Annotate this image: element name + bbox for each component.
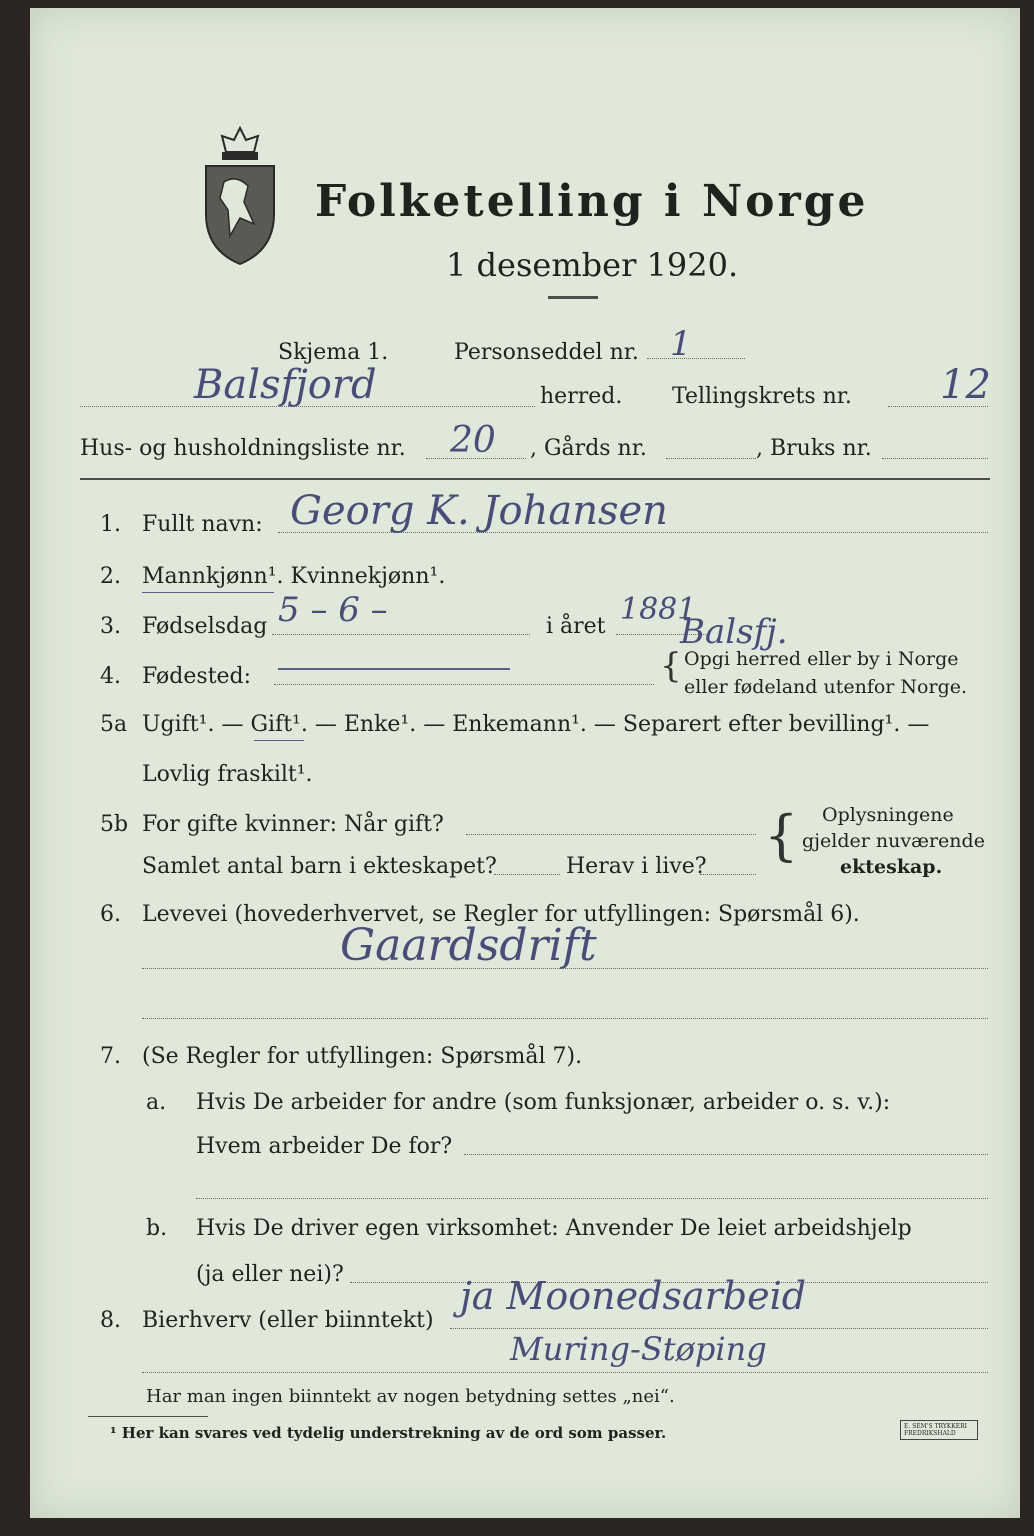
q2-text: Mannkjønn¹. Kvinnekjønn¹. [142,564,446,589]
q4-note-1: Opgi herred eller by i Norge [684,648,959,670]
q4-label: Fødested: [142,664,252,689]
q5b-brace: { [764,804,799,867]
q5b-line-2b: Herav i live? [566,854,707,879]
birthplace-strikeout [278,668,510,670]
q6-label: Levevei (hovederhvervet, se Regler for utfyllingen: Spørsmål 6). [142,902,860,927]
q5a-line-1: Ugift¹. — Gift¹. — Enke¹. — Enkemann¹. — Separert efter bevilling¹. — [142,712,930,737]
form-title: Folketelling i Norge [315,176,869,227]
q8-label: Bierhverv (eller biinntekt) [142,1308,434,1333]
q3-number: 3. [100,614,121,639]
tellingskrets-value: 12 [940,362,991,408]
occupation-value: Gaardsdrift [340,920,597,971]
bruks-label: , Bruks nr. [756,436,872,461]
q4-number: 4. [100,664,121,689]
q7b-letter: b. [146,1216,168,1241]
tellingskrets-label: Tellingskrets nr. [672,384,852,409]
occupation-field-line-1[interactable] [142,968,988,969]
hus-label: Hus- og husholdningsliste nr. [80,436,406,461]
q7b-line-2: (ja eller nei)? [196,1262,344,1287]
printer-mark: E. SEM'S TRYKKERI FREDRIKSHALD [900,1420,978,1440]
married-date-field[interactable] [466,834,756,835]
birth-year-value: 1881 [620,592,697,627]
herred-field[interactable] [80,406,535,407]
side-income-value-2: Muring-Støping [510,1330,767,1368]
q7-label: (Se Regler for utfyllingen: Spørsmål 7). [142,1044,583,1069]
gards-field[interactable] [666,458,756,459]
gards-label: , Gårds nr. [530,436,647,461]
mannkjonn-underline [142,592,274,593]
q7a-letter: a. [146,1090,167,1115]
footer-note: Har man ingen biinntekt av nogen betydning settes „nei“. [146,1386,675,1407]
q5b-note-3: ekteskap. [840,856,943,878]
birthdate-field[interactable] [272,634,530,635]
children-count-field[interactable] [494,874,560,875]
hus-value: 20 [450,420,496,461]
q5b-note-1: Oplysningene [822,804,954,826]
gift-underline [254,740,304,741]
herred-value: Balsfjord [194,362,377,408]
personseddel-label: Personseddel nr. [454,340,639,365]
side-income-value-1: ja Moonedsarbeid [460,1274,807,1318]
personseddel-value: 1 [670,324,692,364]
q5a-line-2: Lovlig fraskilt¹. [142,762,313,787]
q7a-line-2: Hvem arbeider De for? [196,1134,453,1159]
herred-label: herred. [540,384,623,409]
coat-of-arms-icon [200,126,280,266]
q5b-note-2: gjelder nuværende [802,830,985,852]
census-form-sheet [30,8,1020,1518]
side-income-field-line-1[interactable] [450,1328,988,1329]
employer-field-line-2[interactable] [196,1198,988,1199]
q7a-line-1: Hvis De arbeider for andre (som funksjonær, arbeider o. s. v.): [196,1090,891,1115]
q5b-line-2a: Samlet antal barn i ekteskapet? [142,854,497,879]
q1-number: 1. [100,512,121,537]
personseddel-field[interactable] [647,358,745,359]
footnote-rule [88,1416,208,1417]
full-name-value: Georg K. Johansen [290,488,668,534]
q5b-line-1: For gifte kvinner: Når gift? [142,812,444,837]
q1-label: Fullt navn: [142,512,263,537]
q8-number: 8. [100,1308,121,1333]
q4-note-2: eller fødeland utenfor Norge. [684,676,968,698]
q4-brace: { [660,646,682,686]
q5a-number: 5a [100,712,128,737]
q7-number: 7. [100,1044,121,1069]
header-divider [80,478,990,480]
occupation-field-line-2[interactable] [142,1018,988,1019]
birthplace-value: Balsfj. [680,612,788,652]
q2-number: 2. [100,564,121,589]
birthdate-value: 5 – 6 – [278,590,388,630]
skjema-label: Skjema 1. [278,340,389,365]
q6-number: 6. [100,902,121,927]
employer-field-line-1[interactable] [464,1154,988,1155]
footnote: ¹ Her kan svares ved tydelig understrekning av de ord som passer. [110,1424,667,1442]
children-alive-field[interactable] [700,874,756,875]
year-label: i året [546,614,606,639]
title-rule [548,296,598,299]
form-date: 1 desember 1920. [446,246,739,284]
birthplace-field[interactable] [274,684,654,685]
side-income-field-line-2[interactable] [142,1372,988,1373]
bruks-field[interactable] [882,458,988,459]
q3-label: Fødselsdag [142,614,268,639]
q5b-number: 5b [100,812,129,837]
q7b-line-1: Hvis De driver egen virksomhet: Anvender De leiet arbeidshjelp [196,1216,912,1241]
